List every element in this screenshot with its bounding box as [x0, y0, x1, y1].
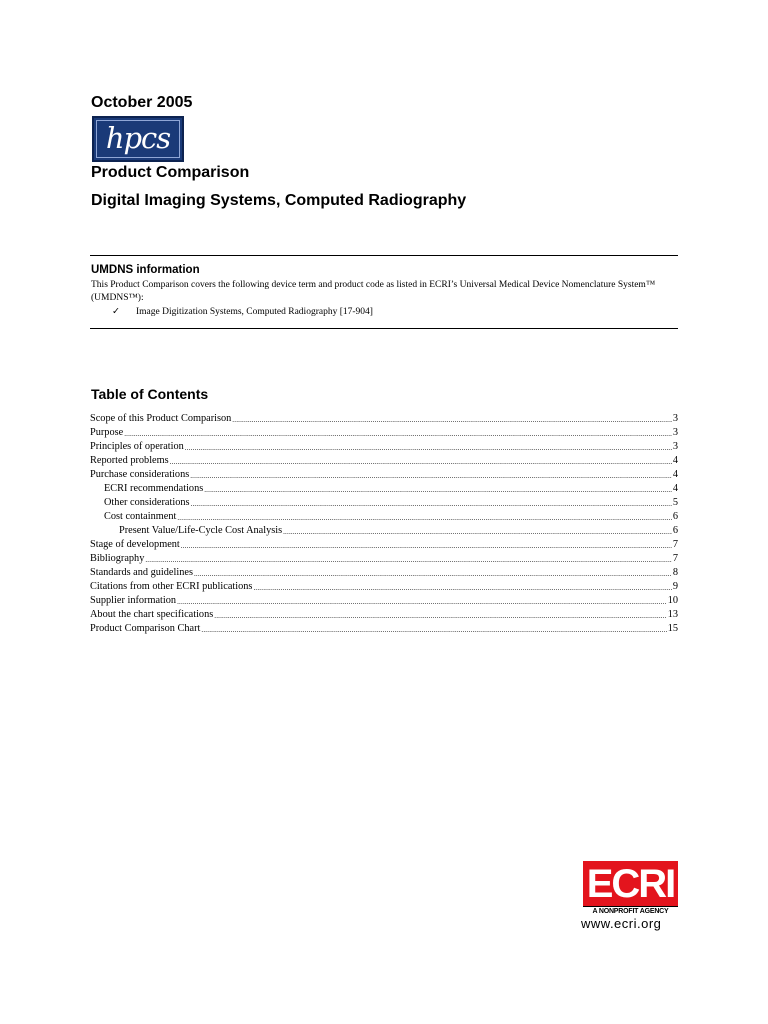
- toc-entry-page[interactable]: 8: [672, 567, 678, 578]
- toc-entry-title[interactable]: Reported problems: [90, 455, 169, 466]
- toc-entry[interactable]: [90, 523, 678, 537]
- toc-entry[interactable]: [90, 467, 678, 481]
- toc-entry-title[interactable]: Scope of this Product Comparison: [90, 413, 232, 424]
- toc-entry-title[interactable]: Product Comparison Chart: [90, 623, 201, 634]
- toc-entry-title[interactable]: Present Value/Life-Cycle Cost Analysis: [119, 525, 283, 536]
- toc-entry-page[interactable]: 7: [672, 539, 678, 550]
- document-type: Product Comparison: [91, 164, 250, 181]
- toc-leader-dots: [177, 597, 667, 607]
- toc-entry[interactable]: [90, 439, 678, 453]
- toc-entry-page[interactable]: 6: [672, 525, 678, 536]
- toc-entry-title[interactable]: Supplier information: [90, 595, 177, 606]
- toc-leader-dots: [124, 429, 672, 439]
- toc-entry-title[interactable]: Bibliography: [90, 553, 145, 564]
- toc-leader-dots: [214, 611, 666, 621]
- ecri-website-link[interactable]: www.ecri.org: [581, 916, 662, 931]
- ecri-logo-rule: [583, 906, 678, 907]
- divider-bottom: [90, 328, 678, 329]
- toc-entry-page[interactable]: 3: [672, 427, 678, 438]
- toc-entry-page[interactable]: 9: [672, 581, 678, 592]
- toc-entry-title[interactable]: About the chart specifications: [90, 609, 214, 620]
- toc-entry-title[interactable]: ECRI recommendations: [104, 483, 204, 494]
- toc-entry-page[interactable]: 4: [672, 469, 678, 480]
- toc-entry[interactable]: [90, 593, 678, 607]
- toc-entry-page[interactable]: 15: [667, 623, 678, 634]
- checkmark-icon: ✓: [112, 307, 120, 317]
- toc-leader-dots: [194, 569, 672, 579]
- table-of-contents: [90, 411, 678, 635]
- divider-top: [90, 255, 678, 256]
- toc-entry[interactable]: [90, 537, 678, 551]
- toc-entry-title[interactable]: Purchase considerations: [90, 469, 190, 480]
- toc-leader-dots: [283, 527, 672, 537]
- toc-entry-title[interactable]: Other considerations: [104, 497, 190, 508]
- toc-heading: Table of Contents: [91, 386, 209, 402]
- toc-entry-page[interactable]: 3: [672, 441, 678, 452]
- umdns-item-text: Image Digitization Systems, Computed Radiography [17-904]: [136, 307, 373, 317]
- hpcs-logo-text: hpcs: [105, 121, 171, 155]
- toc-entry[interactable]: [90, 453, 678, 467]
- ecri-logo: [583, 861, 678, 906]
- toc-leader-dots: [232, 415, 672, 425]
- toc-entry[interactable]: [90, 551, 678, 565]
- toc-entry-page[interactable]: 13: [667, 609, 678, 620]
- toc-entry-page[interactable]: 7: [672, 553, 678, 564]
- ecri-tagline: A NONPROFIT AGENCY: [592, 908, 669, 915]
- toc-entry-title[interactable]: Purpose: [90, 427, 124, 438]
- toc-leader-dots: [177, 513, 671, 523]
- toc-leader-dots: [190, 471, 672, 481]
- toc-entry-page[interactable]: 3: [672, 413, 678, 424]
- toc-leader-dots: [185, 443, 672, 453]
- umdns-heading: UMDNS information: [91, 264, 200, 276]
- toc-leader-dots: [201, 625, 666, 635]
- toc-entry[interactable]: [90, 481, 678, 495]
- toc-entry-page[interactable]: 10: [667, 595, 678, 606]
- toc-entry-title[interactable]: Cost containment: [104, 511, 177, 522]
- toc-entry-title[interactable]: Citations from other ECRI publications: [90, 581, 253, 592]
- toc-entry[interactable]: [90, 565, 678, 579]
- umdns-list-item: [112, 306, 373, 317]
- toc-entry-page[interactable]: 4: [672, 455, 678, 466]
- toc-entry-page[interactable]: 6: [672, 511, 678, 522]
- toc-leader-dots: [181, 541, 672, 551]
- toc-leader-dots: [253, 583, 671, 593]
- toc-entry-page[interactable]: 5: [672, 497, 678, 508]
- toc-entry-title[interactable]: Principles of operation: [90, 441, 184, 452]
- toc-entry[interactable]: [90, 607, 678, 621]
- ecri-logo-text: ECRI: [586, 862, 675, 906]
- toc-leader-dots: [191, 499, 672, 509]
- toc-entry[interactable]: [90, 621, 678, 635]
- toc-entry[interactable]: [90, 411, 678, 425]
- toc-entry[interactable]: [90, 579, 678, 593]
- toc-leader-dots: [170, 457, 672, 467]
- toc-entry-page[interactable]: 4: [672, 483, 678, 494]
- toc-entry[interactable]: [90, 509, 678, 523]
- toc-leader-dots: [204, 485, 672, 495]
- toc-entry-title[interactable]: Stage of development: [90, 539, 180, 550]
- document-title: Digital Imaging Systems, Computed Radiography: [91, 192, 467, 209]
- report-date: October 2005: [91, 94, 193, 111]
- umdns-description: This Product Comparison covers the following device term and product code as listed in ECRI’s Universal Medical Device Nomenclature System™ (UMDNS™):: [91, 280, 656, 303]
- toc-entry-title[interactable]: Standards and guidelines: [90, 567, 193, 578]
- toc-leader-dots: [145, 555, 672, 565]
- toc-entry[interactable]: [90, 495, 678, 509]
- hpcs-logo: [92, 116, 184, 162]
- toc-entry[interactable]: [90, 425, 678, 439]
